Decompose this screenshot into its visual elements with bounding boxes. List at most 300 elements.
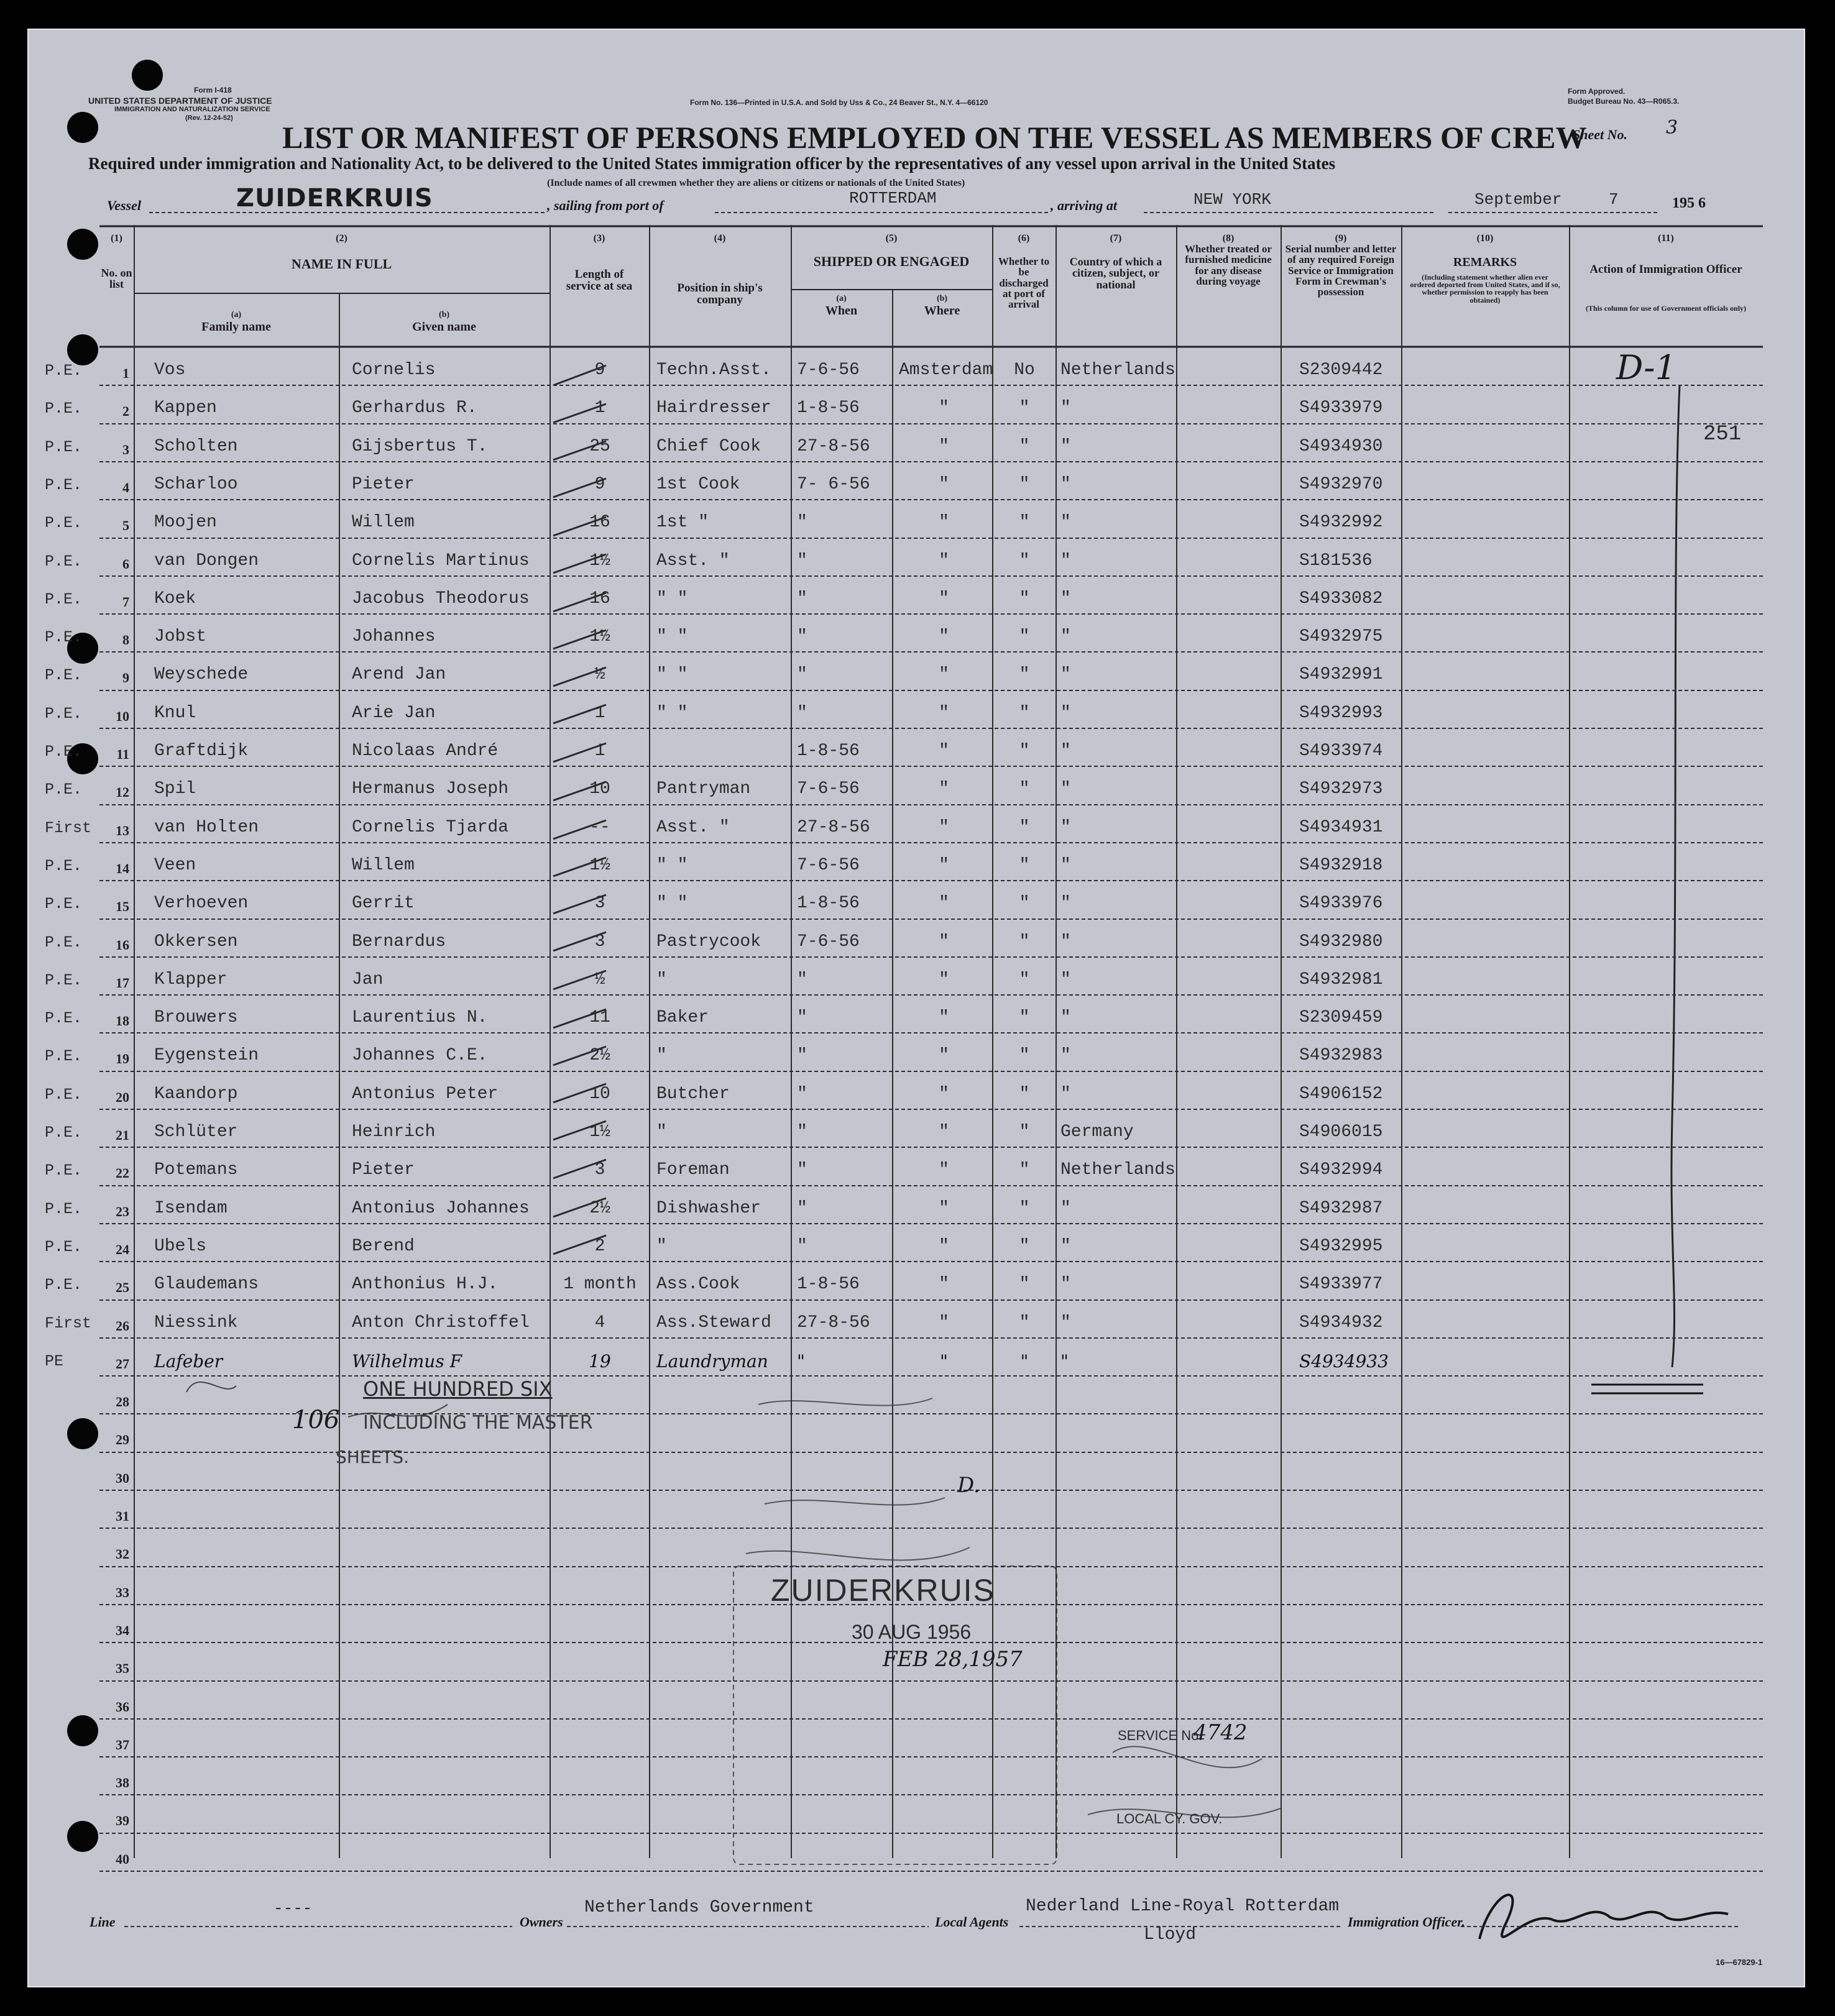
- cell-position: ": [656, 1236, 667, 1256]
- budget-bureau: Budget Bureau No. 43—R065.3.: [1568, 97, 1680, 106]
- cell-position: ": [656, 1122, 667, 1142]
- vessel-stamp: ZUIDERKRUIS: [771, 1573, 995, 1608]
- cell-position: Hairdresser: [656, 398, 771, 418]
- cell-position: " ": [656, 855, 688, 875]
- cell-serial: S4932981: [1299, 969, 1383, 989]
- row-number: 4: [122, 479, 129, 495]
- row-rule: [99, 804, 1763, 805]
- cell-position: ": [656, 969, 667, 989]
- cell-discharged: ": [1019, 741, 1030, 761]
- cell-family: Lafeber: [154, 1350, 223, 1372]
- crew-total-number: 106: [292, 1406, 340, 1434]
- col2-num: (2): [336, 233, 347, 244]
- cell-country: ": [1060, 589, 1071, 608]
- cell-service: 1½: [589, 855, 610, 875]
- cell-serial: S4933974: [1299, 741, 1383, 761]
- row-rule: [99, 651, 1763, 653]
- row-entry-mark: P.E.: [45, 743, 83, 761]
- col10-header: REMARKS: [1453, 255, 1517, 269]
- cell-position: " ": [656, 894, 688, 914]
- cell-country: ": [1060, 474, 1071, 494]
- cell-where: ": [939, 398, 949, 418]
- cell-when: 7-6-56: [797, 855, 860, 875]
- cell-country: ": [1060, 855, 1071, 875]
- row-entry-mark: P.E.: [45, 400, 83, 418]
- sailing-label: , sailing from port of: [547, 198, 664, 213]
- row-number: 30: [116, 1470, 129, 1486]
- cell-given: Gerrit: [352, 894, 415, 914]
- cell-service: 16: [589, 513, 610, 533]
- col2a-sub: (a): [231, 310, 242, 319]
- printer-line: Form No. 136—Printed in U.S.A. and Sold by Uss & Co., 24 Beaver St., N.Y. 4—66120: [690, 98, 988, 107]
- cell-country: ": [1060, 398, 1071, 418]
- row-entry-mark: P.E.: [45, 704, 83, 723]
- cell-given: Heinrich: [352, 1122, 436, 1142]
- cell-when: 1-8-56: [797, 741, 860, 761]
- cell-when: 27-8-56: [797, 436, 870, 456]
- row-entry-mark: First: [45, 1314, 92, 1332]
- row-number: 9: [122, 670, 129, 686]
- row-rule: [99, 499, 1763, 500]
- cell-where: ": [939, 817, 949, 837]
- row-rule: [99, 728, 1763, 729]
- row-number: 3: [122, 441, 129, 457]
- row-rule: [99, 1566, 1763, 1567]
- d-mark: D.: [957, 1473, 980, 1498]
- cell-service: 1½: [589, 627, 610, 647]
- cell-discharged: ": [1019, 1008, 1030, 1028]
- cell-given: Cornelis Tjarda: [352, 817, 509, 837]
- cell-given: Johannes: [352, 627, 436, 647]
- row-entry-mark: P.E.: [45, 514, 83, 533]
- cell-serial: S4932992: [1299, 513, 1383, 533]
- arriving-label: , arriving at: [1051, 198, 1117, 213]
- cell-country: ": [1060, 1350, 1069, 1372]
- cell-given: Jacobus Theodorus: [352, 589, 530, 608]
- row-rule: [99, 1261, 1763, 1262]
- cell-when: ": [797, 665, 807, 685]
- cell-country: ": [1060, 1313, 1071, 1332]
- row-entry-mark: First: [45, 818, 92, 837]
- cell-country: ": [1060, 1275, 1071, 1294]
- cell-given: Nicolaas André: [352, 741, 499, 761]
- cell-where: ": [939, 1084, 949, 1104]
- cell-service: 1: [594, 741, 605, 761]
- row-entry-mark: P.E.: [45, 1199, 83, 1218]
- cell-family: Eygenstein: [154, 1046, 259, 1066]
- cell-family: Niessink: [154, 1313, 238, 1332]
- cell-given: Arend Jan: [352, 665, 446, 685]
- row-number: 27: [116, 1355, 129, 1372]
- row-number: 35: [116, 1661, 129, 1677]
- cell-country: ": [1060, 1198, 1071, 1218]
- row-number: 19: [116, 1051, 129, 1067]
- owners-value: Netherlands Government: [584, 1898, 814, 1917]
- row-rule: [99, 1375, 1763, 1377]
- col2-header: NAME IN FULL: [291, 256, 392, 272]
- col9-num: (9): [1335, 233, 1347, 244]
- cell-where: ": [939, 1198, 949, 1218]
- form-code: 16—67829-1: [1716, 1958, 1763, 1967]
- row-number: 21: [116, 1127, 129, 1143]
- cell-given: Gijsbertus T.: [352, 436, 488, 456]
- cell-country: ": [1060, 703, 1071, 723]
- col2b-sub: (b): [438, 310, 450, 319]
- row-rule: [99, 1109, 1763, 1110]
- row-entry-mark: P.E.: [45, 552, 83, 570]
- cell-serial: S4933082: [1299, 589, 1383, 608]
- cell-discharged: ": [1019, 1160, 1030, 1180]
- cell-family: Vos: [154, 360, 186, 380]
- cell-serial: S4932987: [1299, 1198, 1383, 1218]
- cell-given: Arie Jan: [352, 703, 436, 723]
- cell-where: ": [939, 1236, 949, 1256]
- row-rule: [99, 1032, 1763, 1033]
- cell-discharged: ": [1019, 589, 1030, 608]
- cell-position: 1st Cook: [656, 474, 740, 494]
- row-entry-mark: P.E.: [45, 1161, 83, 1180]
- cell-discharged: ": [1019, 894, 1030, 914]
- row-number: 16: [116, 937, 129, 953]
- cell-service: 11: [589, 1008, 610, 1028]
- cell-family: Brouwers: [154, 1008, 238, 1028]
- cell-serial: S4906015: [1299, 1122, 1383, 1142]
- row-number: 23: [116, 1203, 129, 1219]
- handwritten-date: FEB 28,1957: [883, 1647, 1023, 1672]
- cell-serial: S4934930: [1299, 436, 1383, 456]
- row-number: 10: [116, 708, 129, 724]
- row-entry-mark: P.E.: [45, 1009, 83, 1028]
- row-entry-mark: P.E.: [45, 933, 83, 951]
- cell-service: 2: [594, 1236, 605, 1256]
- cell-when: ": [797, 513, 807, 533]
- cell-service: ½: [594, 665, 605, 685]
- row-entry-mark: P.E.: [45, 628, 83, 647]
- officer-label: Immigration Officer.: [1348, 1914, 1466, 1930]
- col3-num: (3): [593, 233, 605, 244]
- col11-num: (11): [1658, 233, 1674, 244]
- cell-where: ": [939, 969, 949, 989]
- cell-where: ": [939, 551, 949, 570]
- cell-discharged: ": [1019, 855, 1030, 875]
- cell-where: ": [939, 474, 949, 494]
- cell-when: ": [797, 703, 807, 723]
- row-rule: [99, 1299, 1763, 1301]
- cell-when: ": [797, 589, 807, 608]
- row-rule: [99, 956, 1763, 958]
- agents-label: Local Agents: [935, 1914, 1009, 1930]
- row-rule: [99, 1833, 1763, 1834]
- cell-discharged: ": [1019, 1198, 1030, 1218]
- cell-given: Pieter: [352, 474, 415, 494]
- form-approved: Form Approved.: [1568, 87, 1626, 96]
- cell-serial: S4934933: [1299, 1350, 1389, 1372]
- cell-position: " ": [656, 589, 688, 608]
- cell-position: Butcher: [656, 1084, 730, 1104]
- row-rule: [99, 690, 1763, 691]
- cell-position: " ": [656, 665, 688, 685]
- arrival-year: 195 6: [1672, 195, 1706, 211]
- cell-country: Netherlands: [1060, 360, 1175, 380]
- cell-country: ": [1060, 665, 1071, 685]
- cell-where: ": [939, 627, 949, 647]
- row-rule: [99, 766, 1763, 767]
- row-number: 37: [116, 1736, 129, 1753]
- row-number: 31: [116, 1508, 129, 1524]
- service-label: SERVICE No.: [1118, 1728, 1203, 1743]
- cell-family: Spil: [154, 779, 196, 799]
- row-number: 11: [116, 746, 129, 762]
- cell-family: Glaudemans: [154, 1275, 259, 1294]
- cell-position: " ": [656, 703, 688, 723]
- cell-discharged: No: [1014, 360, 1035, 380]
- row-number: 18: [116, 1013, 129, 1029]
- cell-when: ": [797, 1122, 807, 1142]
- including-master: INCLUDING THE MASTER: [363, 1412, 593, 1434]
- cell-where: ": [939, 703, 949, 723]
- sheet-number: 3: [1666, 117, 1678, 139]
- cell-serial: S4932995: [1299, 1236, 1383, 1256]
- cell-where: ": [939, 436, 949, 456]
- cell-service: 3: [594, 894, 605, 914]
- cell-given: Jan: [352, 969, 384, 989]
- cell-given: Hermanus Joseph: [352, 779, 509, 799]
- row-number: 25: [116, 1280, 129, 1296]
- cell-when: 7-6-56: [797, 779, 860, 799]
- row-entry-mark: P.E.: [45, 1237, 83, 1256]
- col8-num: (8): [1222, 233, 1235, 244]
- col11-header: Action of Immigration Officer: [1589, 263, 1742, 276]
- cell-serial: S4932970: [1299, 474, 1383, 494]
- department: UNITED STATES DEPARTMENT OF JUSTICE: [88, 96, 272, 106]
- cell-family: Knul: [154, 703, 196, 723]
- cell-service: 3: [594, 1160, 605, 1180]
- cell-when: ": [797, 627, 807, 647]
- cell-country: ": [1060, 779, 1071, 799]
- cell-serial: S2309459: [1299, 1008, 1383, 1028]
- cell-given: Laurentius N.: [352, 1008, 488, 1028]
- cell-service: 10: [589, 779, 610, 799]
- cell-service: --: [589, 817, 610, 837]
- cell-position: Asst. ": [656, 817, 730, 837]
- cell-where: ": [939, 1313, 949, 1332]
- cell-family: Koek: [154, 589, 196, 608]
- cell-discharged: ": [1019, 398, 1030, 418]
- cell-discharged: ": [1019, 627, 1030, 647]
- cell-where: ": [939, 665, 949, 685]
- cell-given: Willem: [352, 855, 415, 875]
- cell-when: ": [797, 1236, 807, 1256]
- cell-service: 2½: [589, 1198, 610, 1218]
- row-entry-mark: P.E.: [45, 590, 83, 608]
- cell-given: Gerhardus R.: [352, 398, 477, 418]
- col6-header: Whether to be discharged at port of arrival: [998, 255, 1050, 311]
- local-cy-stamp: LOCAL CY. GOV.: [1116, 1811, 1223, 1826]
- col5-num: (5): [885, 233, 898, 244]
- row-rule: [99, 1185, 1763, 1186]
- cell-service: 1: [594, 398, 605, 418]
- row-entry-mark: P.E.: [45, 475, 83, 494]
- cell-when: ": [797, 1198, 807, 1218]
- cell-given: Anton Christoffel: [352, 1313, 530, 1332]
- cell-country: ": [1060, 1008, 1071, 1028]
- cell-family: Scholten: [154, 436, 238, 456]
- cell-where: ": [939, 1122, 949, 1142]
- cell-where: ": [939, 779, 949, 799]
- cell-service: ½: [594, 969, 605, 989]
- cell-family: Kaandorp: [154, 1084, 238, 1104]
- row-rule: [99, 1528, 1763, 1529]
- col1-num: (1): [111, 233, 122, 244]
- cell-country: Germany: [1060, 1122, 1134, 1142]
- cell-given: Bernardus: [352, 932, 446, 951]
- cell-where: ": [939, 741, 949, 761]
- cell-serial: S4906152: [1299, 1084, 1383, 1104]
- row-entry-mark: P.E.: [45, 1276, 83, 1294]
- cell-when: 1-8-56: [797, 894, 860, 914]
- cell-where: ": [940, 1350, 948, 1372]
- row-number: 33: [116, 1584, 129, 1600]
- col5a-sub: (a): [836, 294, 847, 303]
- row-number: 34: [116, 1622, 129, 1638]
- row-rule: [99, 1413, 1763, 1414]
- cell-given: Wilhelmus F: [352, 1350, 462, 1372]
- cell-country: ": [1060, 513, 1071, 533]
- row-number: 17: [116, 974, 129, 991]
- row-rule: [99, 538, 1763, 539]
- port-of-departure: ROTTERDAM: [849, 189, 937, 208]
- cell-given: Pieter: [352, 1160, 415, 1180]
- officer-signature: [1479, 1895, 1728, 1939]
- row-entry-mark: P.E.: [45, 971, 83, 989]
- cell-serial: S4932993: [1299, 703, 1383, 723]
- cell-country: ": [1060, 627, 1071, 647]
- row-number: 38: [116, 1775, 129, 1791]
- row-rule: [99, 880, 1763, 881]
- cell-where: Amsterdam: [899, 360, 993, 380]
- row-number: 28: [116, 1394, 129, 1410]
- cell-position: ": [656, 1046, 667, 1066]
- cell-family: Jobst: [154, 627, 207, 647]
- row-rule: [99, 575, 1763, 577]
- cell-discharged: ": [1019, 474, 1030, 494]
- cell-discharged: ": [1019, 817, 1030, 837]
- row-rule: [99, 1337, 1763, 1339]
- row-entry-mark: P.E.: [45, 438, 83, 456]
- row-number: 8: [122, 632, 129, 648]
- cell-discharged: ": [1019, 436, 1030, 456]
- cell-service: 1: [594, 703, 605, 723]
- cell-position: Dishwasher: [656, 1198, 761, 1218]
- cell-service: 19: [589, 1350, 611, 1372]
- row-entry-mark: P.E.: [45, 781, 83, 799]
- remark-d1: D-1: [1616, 348, 1676, 387]
- row-rule: [99, 1071, 1763, 1072]
- row-rule: [99, 1718, 1763, 1720]
- cell-position: 1st ": [656, 513, 709, 533]
- cell-serial: S4932994: [1299, 1160, 1383, 1180]
- cell-given: Cornelis Martinus: [352, 551, 530, 570]
- cell-country: ": [1060, 551, 1071, 570]
- sheet-label: Sheet No.: [1573, 127, 1627, 142]
- col11-note: (This column for use of Government officials only): [1585, 304, 1747, 313]
- cell-service: 9: [594, 474, 605, 494]
- col10-note: (Including statement whether alien ever ordered deported from United States, and if so, whether permission to reapply has been obtained): [1410, 273, 1560, 305]
- cell-position: Laundryman: [656, 1350, 768, 1372]
- manifest-subtitle: Required under immigration and Nationality Act, to be delivered to the United States immigration officer by the representatives of any vessel upon arrival in the United States: [88, 154, 1336, 173]
- line-value: ----: [274, 1899, 313, 1918]
- row-entry-mark: P.E.: [45, 666, 83, 685]
- cell-discharged: ": [1019, 1275, 1030, 1294]
- cell-discharged: ": [1019, 1084, 1030, 1104]
- col6-num: (6): [1018, 233, 1030, 244]
- cell-position: Asst. ": [656, 551, 730, 570]
- col5-header: SHIPPED OR ENGAGED: [813, 254, 970, 269]
- cell-given: Antonius Johannes: [352, 1198, 530, 1218]
- cell-family: Okkersen: [154, 932, 238, 951]
- form-id: Form I-418: [194, 86, 232, 94]
- cell-serial: S4933977: [1299, 1275, 1383, 1294]
- cell-country: ": [1060, 741, 1071, 761]
- row-number: 29: [116, 1432, 129, 1448]
- cell-family: Veen: [154, 855, 196, 875]
- cell-when: 27-8-56: [797, 817, 870, 837]
- cell-family: Ubels: [154, 1236, 207, 1256]
- cell-discharged: ": [1019, 779, 1030, 799]
- cell-service: 1½: [589, 1122, 610, 1142]
- line-label: Line: [90, 1914, 116, 1930]
- cell-service: 9: [594, 360, 605, 380]
- cell-serial: S4932975: [1299, 627, 1383, 647]
- cell-country: ": [1060, 894, 1071, 914]
- owners-label: Owners: [520, 1914, 563, 1930]
- cell-where: ": [939, 513, 949, 533]
- cell-discharged: ": [1019, 932, 1030, 951]
- cell-position: Ass.Steward: [656, 1313, 771, 1332]
- cell-serial: S4932973: [1299, 779, 1383, 799]
- cell-country: Netherlands: [1060, 1160, 1175, 1180]
- row-number: 14: [116, 860, 129, 876]
- cell-when: 7- 6-56: [797, 474, 870, 494]
- cell-position: Pastrycook: [656, 932, 761, 951]
- cell-family: Kappen: [154, 398, 217, 418]
- cell-discharged: ": [1019, 1122, 1030, 1142]
- cell-country: ": [1060, 1084, 1071, 1104]
- col5b-header: Where: [924, 304, 960, 318]
- row-rule: [99, 1756, 1763, 1757]
- col2a-header: Family name: [201, 320, 271, 334]
- cell-service: 10: [589, 1084, 610, 1104]
- manifest-title: LIST OR MANIFEST OF PERSONS EMPLOYED ON THE VESSEL AS MEMBERS OF CREW: [282, 120, 1587, 155]
- cell-family: Verhoeven: [154, 894, 249, 914]
- crew-total-words: ONE HUNDRED SIX: [363, 1377, 553, 1401]
- cell-discharged: ": [1019, 551, 1030, 570]
- stamp-date: 30 AUG 1956: [852, 1621, 972, 1643]
- cell-serial: S2309442: [1299, 360, 1383, 380]
- cell-position: Ass.Cook: [656, 1275, 740, 1294]
- row-number: 22: [116, 1165, 129, 1181]
- cell-position: Foreman: [656, 1160, 730, 1180]
- col5a-header: When: [825, 304, 858, 318]
- cell-given: Anthonius H.J.: [352, 1275, 499, 1294]
- row-number: 5: [122, 518, 129, 534]
- cell-serial: S4933979: [1299, 398, 1383, 418]
- cell-serial: S4934931: [1299, 817, 1383, 837]
- cell-discharged: ": [1019, 703, 1030, 723]
- cell-country: ": [1060, 817, 1071, 837]
- cell-discharged: ": [1019, 665, 1030, 685]
- cell-family: Potemans: [154, 1160, 238, 1180]
